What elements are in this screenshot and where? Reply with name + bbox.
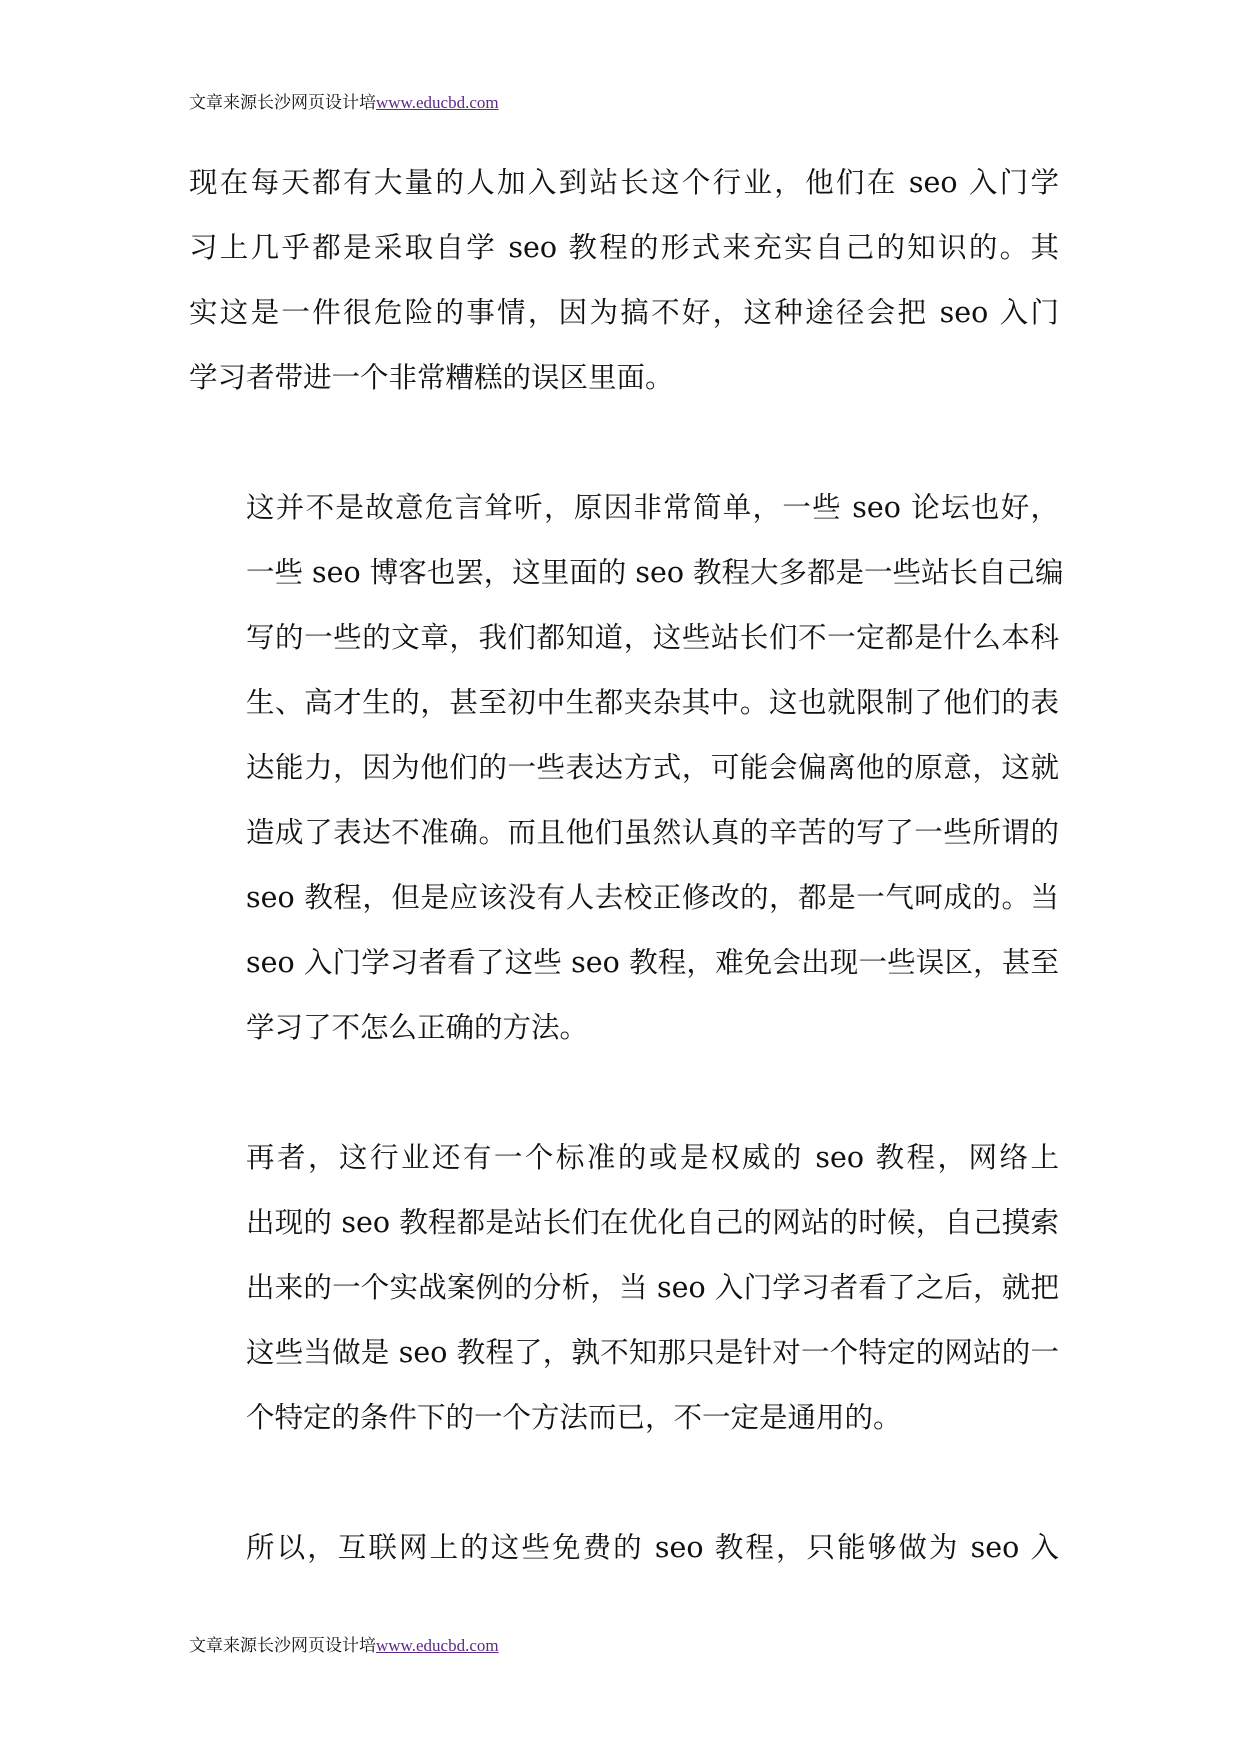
text-line: 这些当做是 seo 教程了，孰不知那只是针对一个特定的网站的一 [246,1336,1059,1369]
text-line: 学习了不怎么正确的方法。 [246,1011,589,1044]
text-line: 学习者带进一个非常糟糕的误区里面。 [189,361,674,394]
page-footer [189,1635,499,1657]
article-body [189,150,1064,1580]
text-line: seo 教程，但是应该没有人去校正修改的，都是一气呵成的。当 [246,881,1059,914]
paragraph-1 [189,150,1059,410]
text-line: 再者，这行业还有一个标准的或是权威的 seo 教程，网络上 [246,1141,1059,1174]
header-site-link[interactable]: www.educbd.com [376,93,499,112]
paragraph-3 [189,1125,1059,1450]
paragraph-4 [189,1515,1059,1580]
footer-site-link[interactable]: www.educbd.com [376,1636,499,1655]
text-line: 习上几乎都是采取自学 seo 教程的形式来充实自己的知识的。其 [189,231,1059,264]
text-line: 写的一些的文章，我们都知道，这些站长们不一定都是什么本科 [246,621,1059,654]
text-line: seo 入门学习者看了这些 seo 教程，难免会出现一些误区，甚至 [246,946,1059,979]
paragraph-2 [189,475,1064,1060]
text-line: 造成了表达不准确。而且他们虽然认真的辛苦的写了一些所谓的 [246,816,1059,849]
text-line: 生、高才生的，甚至初中生都夹杂其中。这也就限制了他们的表 [246,686,1059,719]
footer-source-text: 文章来源长沙网页设计培 [189,1636,376,1656]
text-line: 所以，互联网上的这些免费的 seo 教程，只能够做为 seo 入 [246,1531,1059,1564]
text-line: 现在每天都有大量的人加入到站长这个行业，他们在 seo 入门学 [189,166,1059,199]
text-line: 出现的 seo 教程都是站长们在优化自己的网站的时候，自己摸索 [246,1206,1059,1239]
text-line: 实这是一件很危险的事情，因为搞不好，这种途径会把 seo 入门 [189,296,1059,329]
header-source-text: 文章来源长沙网页设计培 [189,93,376,113]
text-line: 达能力，因为他们的一些表达方式，可能会偏离他的原意，这就 [246,751,1059,784]
text-line: 一些 seo 博客也罢，这里面的 seo 教程大多都是一些站长自己编 [246,556,1064,589]
text-line: 个特定的条件下的一个方法而已，不一定是通用的。 [246,1401,902,1434]
text-line: 这并不是故意危言耸听，原因非常简单，一些 seo 论坛也好， [246,491,1059,524]
page-header [189,92,499,114]
text-line: 出来的一个实战案例的分析，当 seo 入门学习者看了之后，就把 [246,1271,1059,1304]
